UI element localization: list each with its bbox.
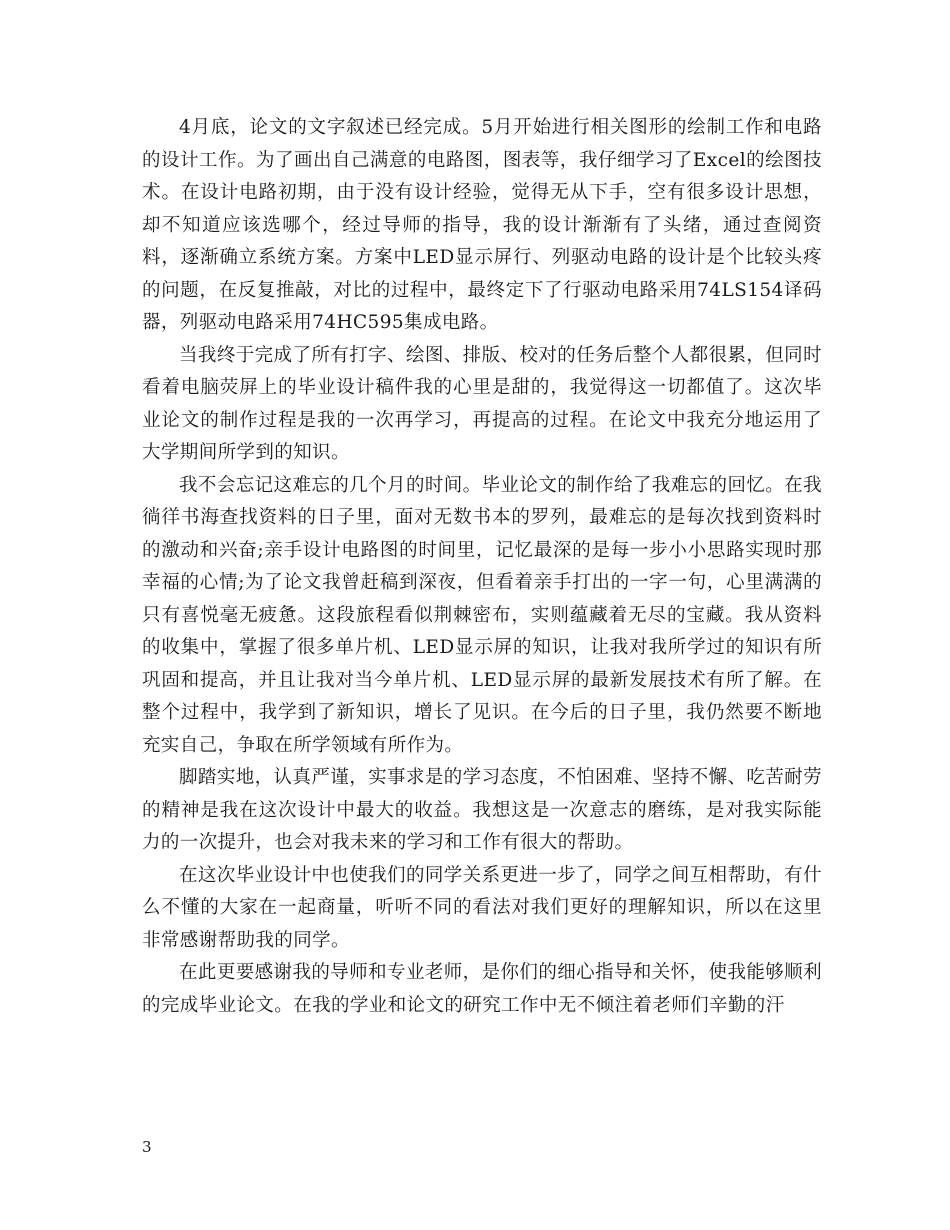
paragraph-6: 在此更要感谢我的导师和专业老师，是你们的细心指导和关怀，使我能够顺利的完成毕业论文。在我的学业和论文的研究工作中无不倾注着老师们辛勤的汗 — [142, 962, 822, 1016]
paragraph-4: 脚踏实地，认真严谨，实事求是的学习态度，不怕困难、坚持不懈、吃苦耐劳的精神是我在这次设计中最大的收益。我想这是一次意志的磨练，是对我实际能力的一次提升，也会对我未来的学习和工作有很大的帮助。 — [142, 767, 822, 853]
page-number: 3 — [142, 1138, 152, 1156]
paragraph-3: 我不会忘记这难忘的几个月的时间。毕业论文的制作给了我难忘的回忆。在我徜徉书海查找资料的日子里，面对无数书本的罗列，最难忘的是每次找到资料时的激动和兴奋;亲手设计电路图的时间里，记忆最深的是每一步小小思路实现时那幸福的心情;为了论文我曾赶稿到深夜，但看着亲手打出的一字一句，心里满满的只有喜悦毫无疲惫。这段旅程看似荆棘密布，实则蕴藏着无尽的宝藏。我从资料的收集中，掌握了很多单片机、LED显示屏的知识，让我对我所学过的知识有所巩固和提高，并且让我对当今单片机、LED显示屏的最新发展技术有所了解。在整个过程中，我学到了新知识，增长了见识。在今后的日子里，我仍然要不断地充实自己，争取在所学领域有所作为。 — [142, 474, 822, 756]
paragraph-5: 在这次毕业设计中也使我们的同学关系更进一步了，同学之间互相帮助，有什么不懂的大家在一起商量，听听不同的看法对我们更好的理解知识，所以在这里非常感谢帮助我的同学。 — [142, 864, 822, 951]
paragraph-2: 当我终于完成了所有打字、绘图、排版、校对的任务后整个人都很累，但同时看着电脑荧屏上的毕业设计稿件我的心里是甜的，我觉得这一切都值了。这次毕业论文的制作过程是我的一次再学习，再提高的过程。在论文中我充分地运用了大学期间所学到的知识。 — [142, 344, 822, 463]
paragraph-1: 4月底，论文的文字叙述已经完成。5月开始进行相关图形的绘制工作和电路的设计工作。为了画出自己满意的电路图，图表等，我仔细学习了Excel的绘图技术。在设计电路初期，由于没有设计经验，觉得无从下手，空有很多设计思想，却不知道应该选哪个，经过导师的指导，我的设计渐渐有了头绪，通过查阅资料，逐渐确立系统方案。方案中LED显示屏行、列驱动电路的设计是个比较头疼的问题，在反复推敲，对比的过程中，最终定下了行驱动电路采用74LS154译码器，列驱动电路采用74HC595集成电路。 — [142, 117, 822, 333]
body-text — [142, 112, 822, 1022]
